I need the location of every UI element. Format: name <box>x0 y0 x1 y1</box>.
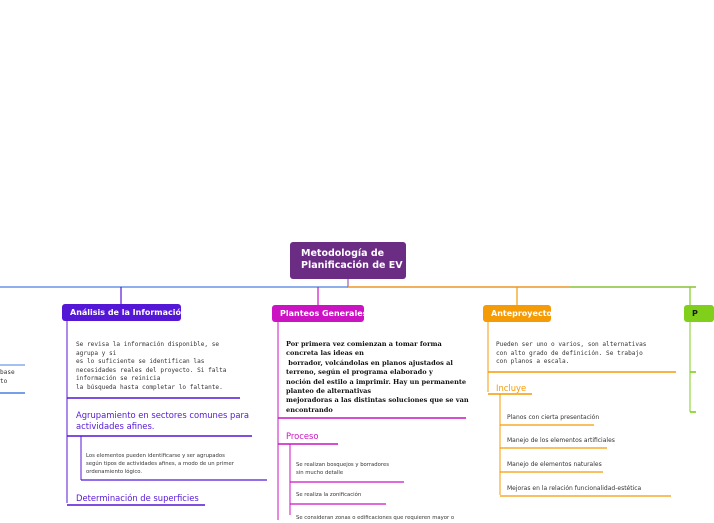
branch-analisis[interactable] <box>62 304 187 321</box>
branch-anteproyecto-label: Anteproyecto <box>491 309 553 318</box>
branch-planteos-label: Planteos Generales <box>280 309 368 318</box>
incluye-item[interactable]: Manejo de los elementos artificiales <box>507 437 615 444</box>
incluye-item[interactable]: Manejo de elementos naturales <box>507 461 602 468</box>
branch-analisis-label: Análisis de la Información <box>70 308 187 317</box>
proceso-item[interactable]: Se realizan bosquejos y borradores sin mucho detalle <box>296 462 389 476</box>
root-node[interactable] <box>290 242 406 279</box>
analisis-note[interactable]: Se revisa la información disponible, se agrupa y si es lo suficiente se identifican las necesidades reales del proyecto. Si falta información se reinicia la búsqueda hasta completar lo faltante. <box>76 341 227 391</box>
left-partial-note[interactable]: base to <box>0 369 15 385</box>
branch-fourth[interactable] <box>684 305 714 322</box>
agrupamiento-heading[interactable]: Agrupamiento en sectores comunes para actividades afines. <box>76 410 250 431</box>
proceso-heading[interactable]: Proceso <box>286 431 319 441</box>
branch-planteos[interactable] <box>272 305 368 322</box>
proceso-item[interactable]: Se consideran zonas o edificaciones que requieren mayor o <box>296 515 455 521</box>
anteproyecto-note[interactable]: Pueden ser uno o varios, son alternativas con alto grado de definición. Se trabajo con planos a escala. <box>496 341 647 366</box>
branch-fourth-label: P <box>692 309 698 318</box>
root-title: Metodología de Planificación de EV <box>301 248 403 271</box>
planteos-note[interactable]: Por primera vez comienzan a tomar forma concreta las ideas en borrador, volcándolas en planos ajustados al terreno, según el programa elaborado y noción del estilo a imprimir. Hay un permanente planteo de alternativas mejoradoras a las distintas soluciones que se van encontrando <box>286 340 469 414</box>
proceso-item[interactable]: Se realiza la zonificación <box>296 492 362 498</box>
incluye-item[interactable]: Mejoras en la relación funcionalidad-estética <box>507 485 642 492</box>
incluye-item[interactable]: Planos con cierta presentación <box>507 414 600 421</box>
incluye-heading[interactable]: Incluye <box>496 383 527 393</box>
determinacion-heading[interactable]: Determinación de superficies <box>76 493 199 503</box>
branch-anteproyecto[interactable] <box>483 305 551 322</box>
agrupamiento-detail[interactable]: Los elementos pueden identificarse y ser agrupados según tipos de actividades afines, a modo de un primer ordenamiento lógico. <box>86 453 234 475</box>
